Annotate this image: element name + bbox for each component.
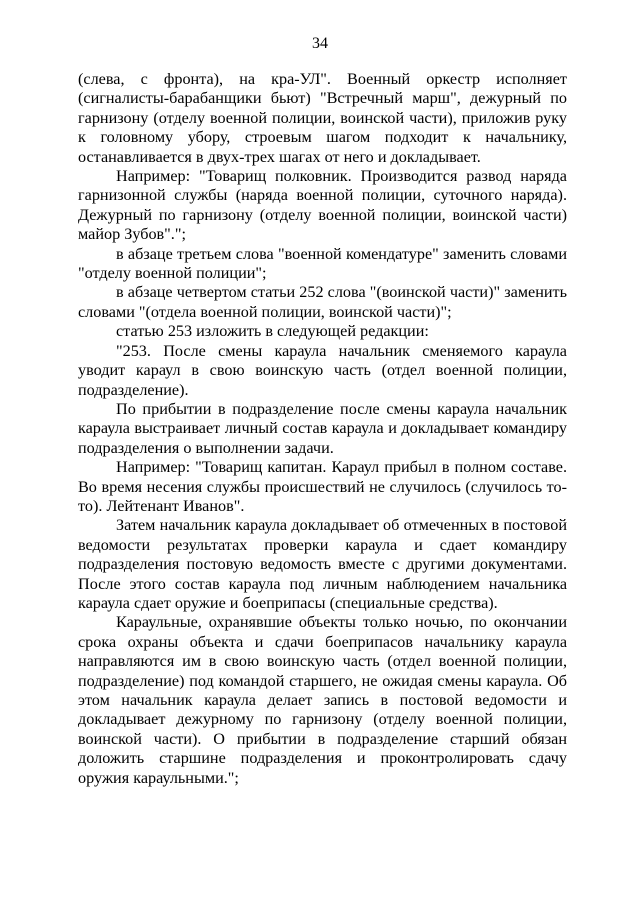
paragraph: Караульные, охранявшие объекты только ночью, по окончании срока охраны объекта и сдачи боеприпасов начальнику караула направляются им в свою воинскую часть (отдел военной полиции, подразделение) под командой старшего, не ожидая смены караула. Об этом начальник караула делает запись в постовой ведомости и докладывает дежурному по гарнизону (отделу военной полиции, воинской части). О прибытии в подразделение старший обязан доложить старшине подразделения и проконтролировать сдачу оружия караульными.";	[78, 613, 567, 787]
paragraph: По прибытии в подразделение после смены караула начальник караула выстраивает личный состав караула и докладывает командиру подразделения о выполнении задачи.	[78, 399, 567, 457]
paragraph: Например: "Товарищ полковник. Производится развод наряда гарнизонной службы (наряда военной полиции, суточного наряда). Дежурный по гарнизону (отделу военной полиции, воинской части) майор Зубов".";	[78, 167, 567, 244]
paragraph: Затем начальник караула докладывает об отмеченных в постовой ведомости результатах проверки караула и сдает командиру подразделения постовую ведомость вместе с другими документами. После этого состав караула под личным наблюдением начальника караула сдает оружие и боеприпасы (специальные средства).	[78, 516, 567, 612]
paragraph: в абзаце четвертом статьи 252 слова "(воинской части)" заменить словами "(отдела военной полиции, воинской части)";	[78, 283, 567, 321]
paragraph: (слева, с фронта), на кра-УЛ". Военный оркестр исполняет (сигналисты-барабанщики бьют) "Встречный марш", дежурный по гарнизону (отделу военной полиции, воинской части), приложив руку к головному убору, строевым шагом подходит к начальнику, останавливается в двух-трех шагах от него и докладывает.	[78, 70, 567, 166]
document-body	[78, 70, 567, 788]
paragraph: в абзаце третьем слова "военной комендатуре" заменить словами "отделу военной полиции";	[78, 244, 567, 283]
paragraph: "253. После смены караула начальник сменяемого караула уводит караул в свою воинскую часть (отдел военной полиции, подразделение).	[78, 341, 567, 399]
paragraph: Например: "Товарищ капитан. Караул прибыл в полном составе. Во время несения службы происшествий не случилось (случилось то-то). Лейтенант Иванов".	[78, 458, 567, 515]
paragraph: статью 253 изложить в следующей редакции:	[116, 322, 429, 341]
page-number: 34	[312, 35, 328, 52]
